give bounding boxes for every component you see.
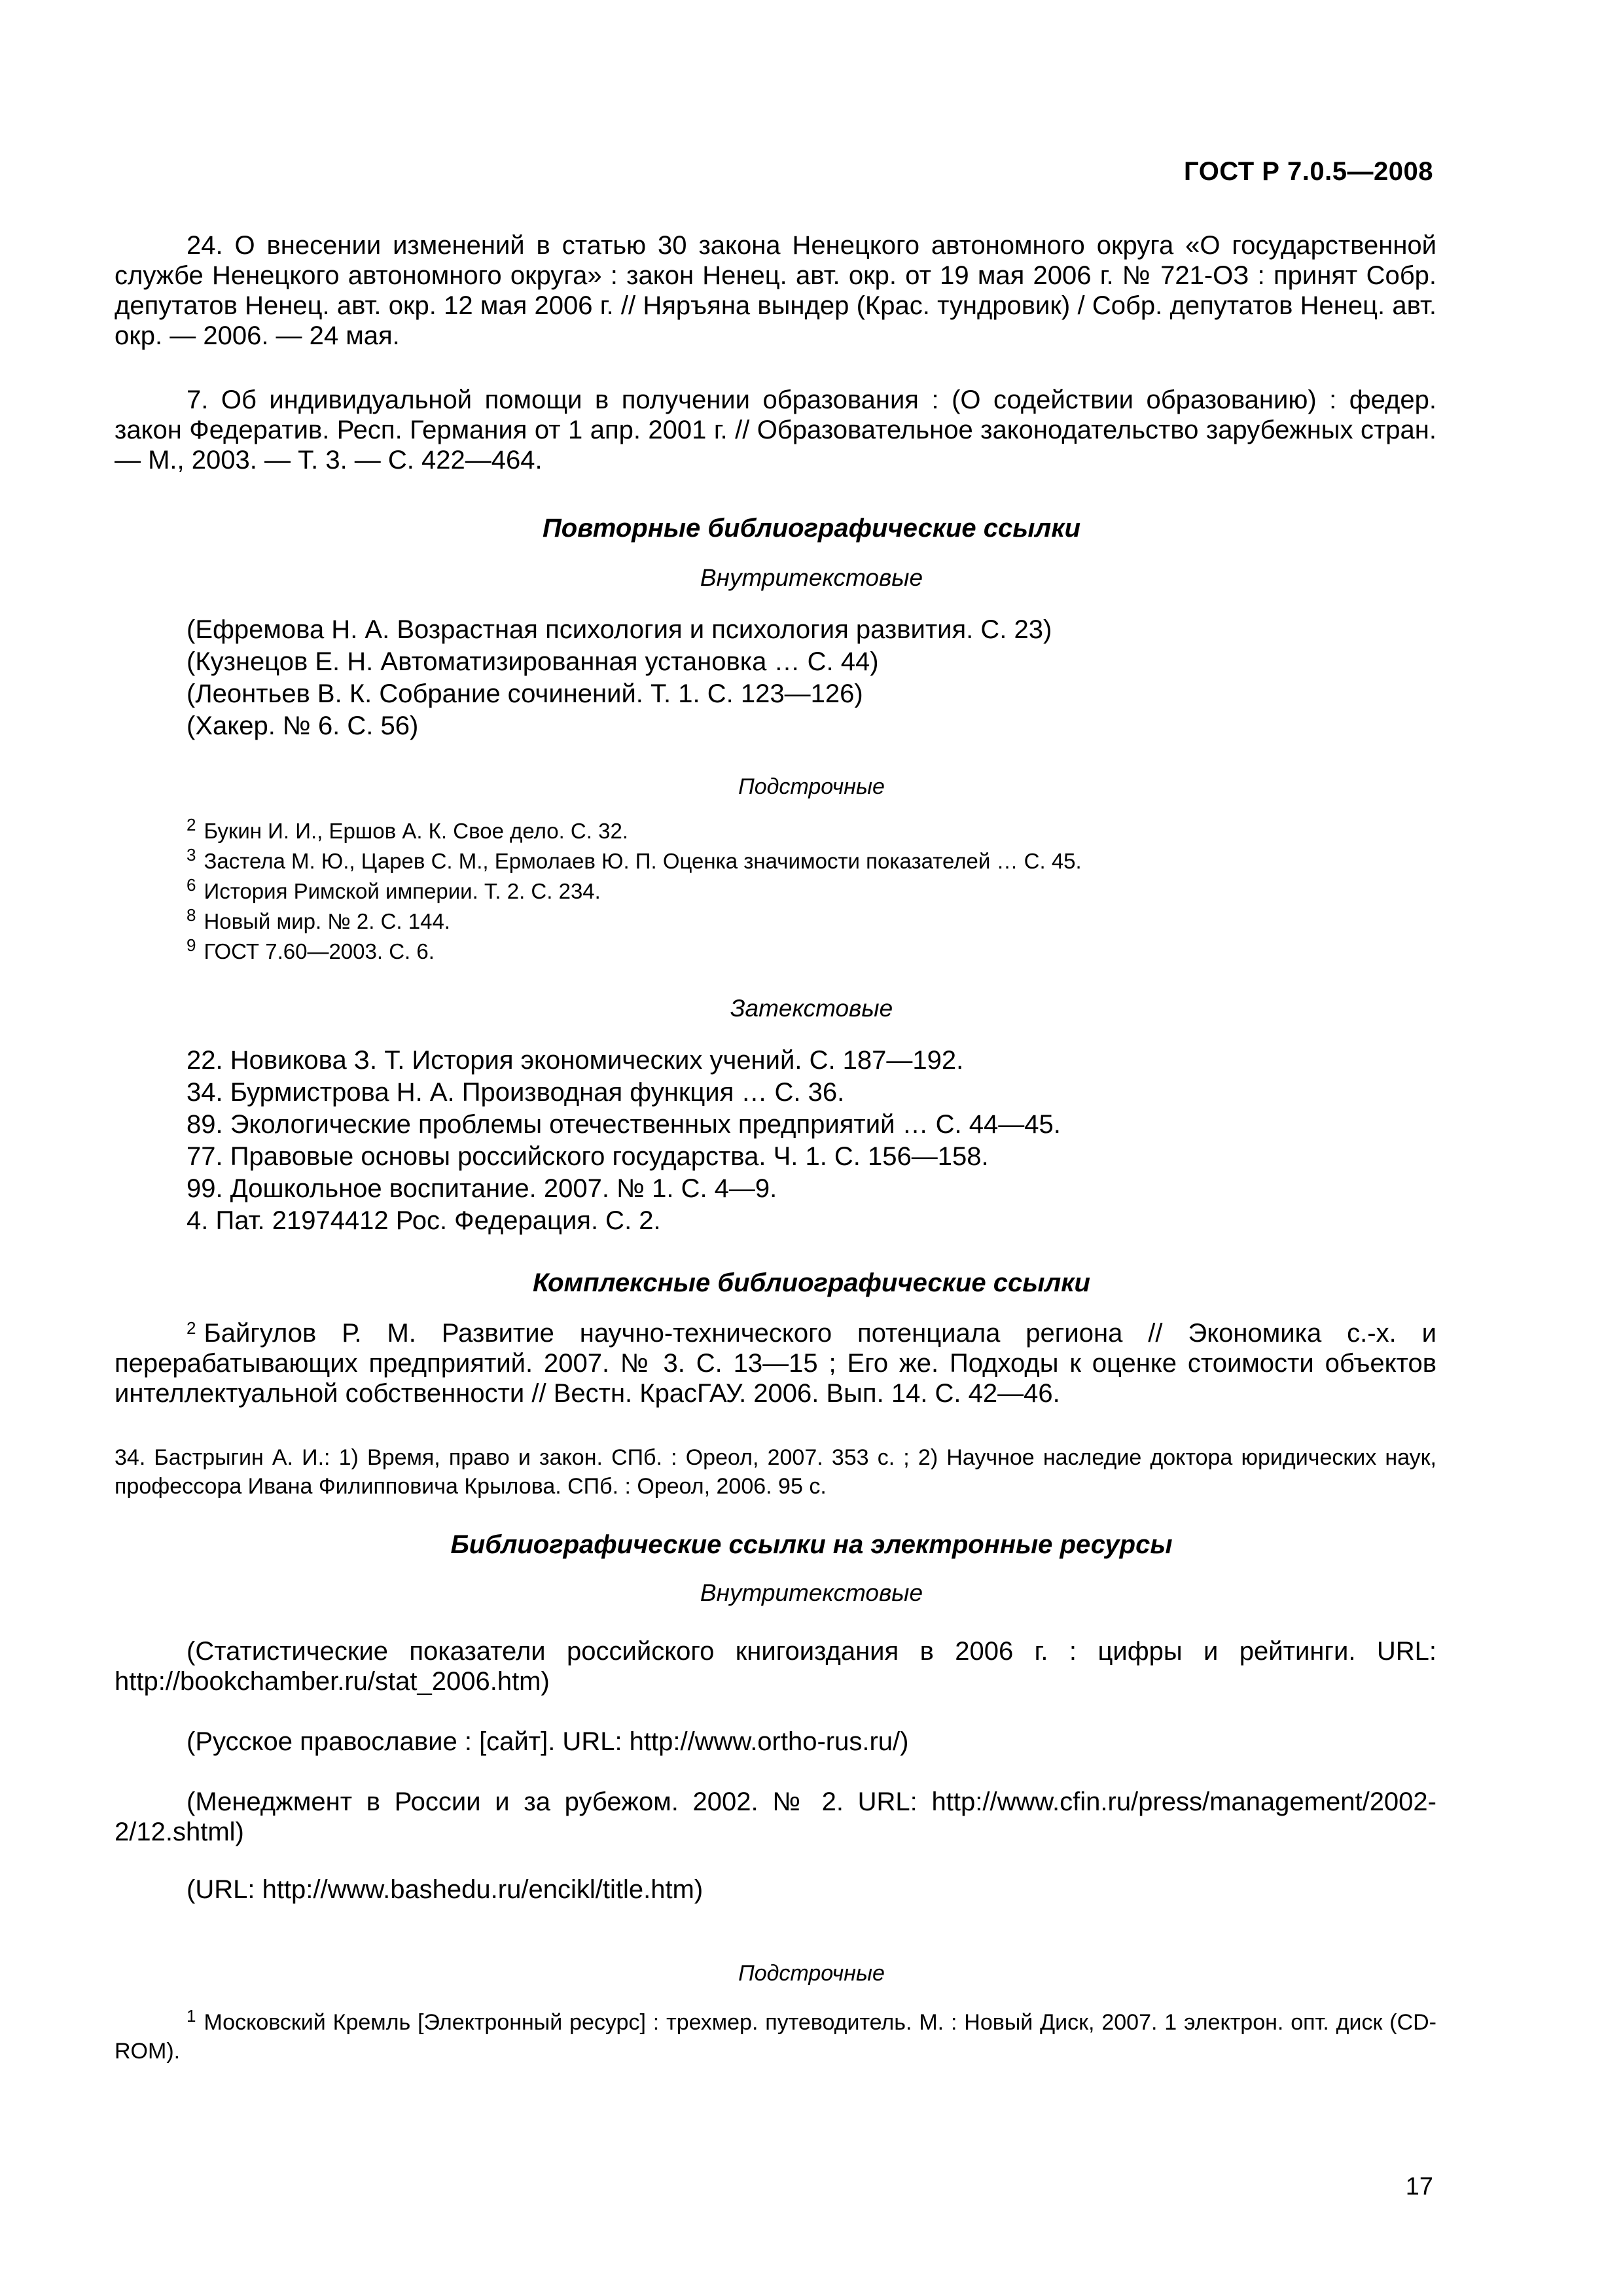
section-title-electronic: Библиографические ссылки на электронные ресурсы xyxy=(450,1530,1173,1559)
complex-endtext-paragraph: 34. Бастрыгин А. И.: 1) Время, право и закон. СПб. : Ореол, 2007. 353 с. ; 2) Научное наследие доктора юридических наук, профессора Ивана Филипповича Крылова. СПб. : Ореол, 2006. 95 с. xyxy=(115,1445,1436,1499)
electronic-reference-item: (Русское православие : [сайт]. URL: http://www.ortho-rus.ru/) xyxy=(187,1727,909,1756)
list-item: 89. Экологические проблемы отечественных предприятий … С. 44—45. xyxy=(187,1110,1061,1139)
subsection-title-endtext: Затекстовые xyxy=(730,995,893,1022)
subsection-title-footnote: Подстрочные xyxy=(738,774,885,799)
list-item: $^2$ Букин И. И., Ершов А. К. Свое дело. С. 32. xyxy=(187,815,628,843)
subsection-title-intext-electronic: Внутритекстовые xyxy=(700,1579,923,1606)
list-item: 34. Бурмистрова Н. А. Производная функция … С. 36. xyxy=(187,1078,845,1107)
paragraph-law-24: 24. О внесении изменений в статью 30 закона Ненецкого автономного округа «О государственной службе Ненецкого автономного округа» : закон Ненец. авт. окр. от 19 мая 2006 г. № 721-ОЗ : принят Собр. депутатов Ненец. авт. окр. 12 мая 2006 г. // Няръяна вындер (Крас. тундровик) / Собр. депутатов Ненец. авт. окр. — 2006. — 24 мая. xyxy=(115,231,1436,350)
electronic-reference-item: (Менеджмент в России и за рубежом. 2002. № 2. URL: http://www.cfin.ru/press/management/2002-2/12.shtml) xyxy=(115,1787,1436,1846)
list-item: 99. Дошкольное воспитание. 2007. № 1. С. 4—9. xyxy=(187,1174,777,1203)
footnote-number: 9 xyxy=(187,935,196,955)
list-item: (Хакер. № 6. С. 56) xyxy=(187,711,419,740)
list-item: (Леонтьев В. К. Собрание сочинений. Т. 1. С. 123—126) xyxy=(187,679,863,708)
list-item: $^6$ История Римской империи. Т. 2. С. 234. xyxy=(187,875,601,903)
list-item: $^3$ Застела М. Ю., Царев С. М., Ермолаев Ю. П. Оценка значимости показателей … С. 45. xyxy=(187,845,1082,873)
footnote-reference-list xyxy=(187,816,1430,967)
electronic-reference-item: (URL: http://www.bashedu.ru/encikl/title.htm) xyxy=(187,1875,704,1904)
list-item: (Кузнецов Е. Н. Автоматизированная установка … С. 44) xyxy=(187,647,879,676)
footnote-number: 3 xyxy=(187,845,196,865)
list-item: $^9$ ГОСТ 7.60—2003. С. 6. xyxy=(187,935,435,963)
footnote-number: 8 xyxy=(187,905,196,925)
footnote-number: 6 xyxy=(187,875,196,895)
list-item: (Ефремова Н. А. Возрастная психология и психология развития. С. 23) xyxy=(187,615,1052,644)
subsection-title-footnote-electronic: Подстрочные xyxy=(738,1961,885,1986)
page-number: 17 xyxy=(1405,2173,1433,2200)
section-title-repeat: Повторные библиографические ссылки xyxy=(542,514,1081,543)
footnote-number: 2 xyxy=(187,815,196,834)
list-item: 77. Правовые основы российского государства. Ч. 1. С. 156—158. xyxy=(187,1142,989,1171)
complex-footnote-paragraph: $^2$ Байгулов Р. М. Развитие научно-технического потенциала региона // Экономика с.-х. и перерабатывающих предприятий. 2007. № 3. С. 13—15 ; Его же. Подходы к оценке стоимости объектов интеллектуальной собственности // Вестн. КрасГАУ. 2006. Вып. 14. С. 42—46. xyxy=(115,1318,1436,1408)
list-item: 22. Новикова З. Т. История экономических учений. С. 187—192. xyxy=(187,1046,964,1075)
subsection-title-intext: Внутритекстовые xyxy=(700,564,923,591)
footnote-number: 1 xyxy=(187,2006,196,2026)
electronic-reference-item: (Статистические показатели российского книгоиздания в 2006 г. : цифры и рейтинги. URL: http://bookchamber.ru/stat_2006.htm) xyxy=(115,1637,1436,1696)
intext-reference-list xyxy=(187,614,1430,742)
document-header: ГОСТ Р 7.0.5—2008 xyxy=(1184,157,1433,186)
endtext-reference-list xyxy=(187,1045,1430,1237)
section-title-complex: Комплексные библиографические ссылки xyxy=(533,1268,1090,1297)
footnote-number: 2 xyxy=(187,1318,196,1338)
list-item: $^8$ Новый мир. № 2. С. 144. xyxy=(187,905,450,933)
paragraph-law-7: 7. Об индивидуальной помощи в получении образования : (О содействии образованию) : федер. закон Федератив. Респ. Германия от 1 апр. 2001 г. // Образовательное законодательство зарубежных стран. — М., 2003. — Т. 3. — С. 422—464. xyxy=(115,386,1436,475)
list-item: 4. Пат. 21974412 Рос. Федерация. С. 2. xyxy=(187,1206,661,1235)
electronic-footnote: $^1$ Московский Кремль [Электронный ресурс] : трехмер. путеводитель. М. : Новый Диск, 2007. 1 электрон. опт. диск (CD-ROM). xyxy=(115,2006,1436,2064)
